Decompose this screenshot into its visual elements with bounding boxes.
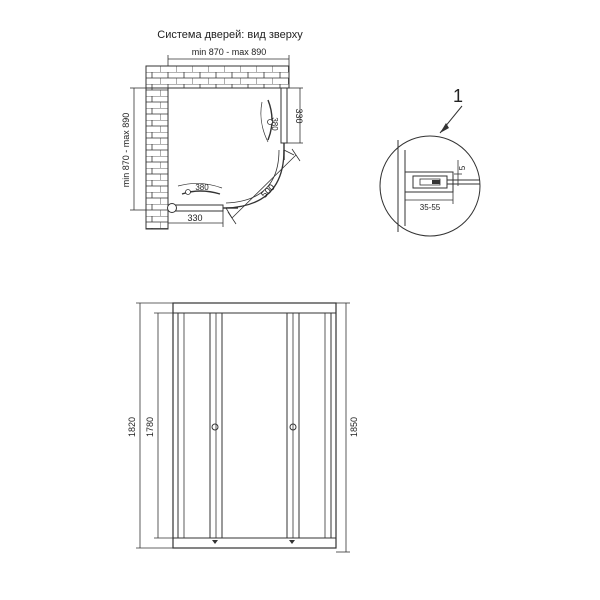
diagram-title: Система дверей: вид зверху: [157, 29, 303, 41]
right-door-label: 330: [294, 108, 304, 124]
profile-range-label: 35-55: [419, 203, 441, 212]
corner-hinge: [168, 204, 177, 213]
bottom-rail: [173, 538, 336, 548]
left-roller: [212, 540, 218, 544]
profile-detail: [380, 86, 480, 236]
gap-dimension: [454, 160, 462, 186]
brick-wall-left: [146, 88, 168, 229]
radius-label: 500: [259, 182, 277, 200]
curved-door-arc: [226, 150, 284, 208]
right-swing-label: 380: [270, 117, 279, 131]
brick-wall-top: [146, 66, 289, 88]
right-wall-profile: [281, 88, 287, 143]
left-fixed-panel: [178, 313, 210, 538]
callout-number: 1: [452, 86, 464, 106]
gap-label: 5: [458, 165, 467, 171]
right-swing-arrow: [261, 102, 268, 142]
width-range-label: min 870 - max 890: [191, 47, 267, 57]
depth-dimension: [130, 88, 146, 210]
right-fixed-panel: [299, 313, 331, 538]
door-height-dimension: [154, 313, 178, 538]
right-roller: [289, 540, 295, 544]
front-elevation: [136, 303, 350, 552]
top-rail: [173, 303, 336, 313]
door-height-label: 1780: [145, 416, 155, 438]
total-height-dimension: [336, 303, 350, 552]
bottom-swing-label: 380: [195, 183, 209, 192]
bottom-door-handle: [186, 190, 191, 195]
left-door-handle: [212, 424, 218, 430]
bottom-door-label: 330: [187, 213, 203, 223]
depth-range-label: min 870 - max 890: [121, 112, 131, 188]
outer-frame: [173, 303, 336, 548]
callout-arrowhead: [440, 123, 449, 133]
total-height-label: 1850: [349, 416, 359, 438]
detail-seal: [432, 180, 440, 184]
radius-dimension: [226, 149, 300, 224]
plan-view: [121, 47, 304, 229]
center-opening: [222, 313, 287, 538]
panel-height-label: 1820: [127, 416, 137, 438]
curved-door-arc-inner: [226, 150, 279, 203]
